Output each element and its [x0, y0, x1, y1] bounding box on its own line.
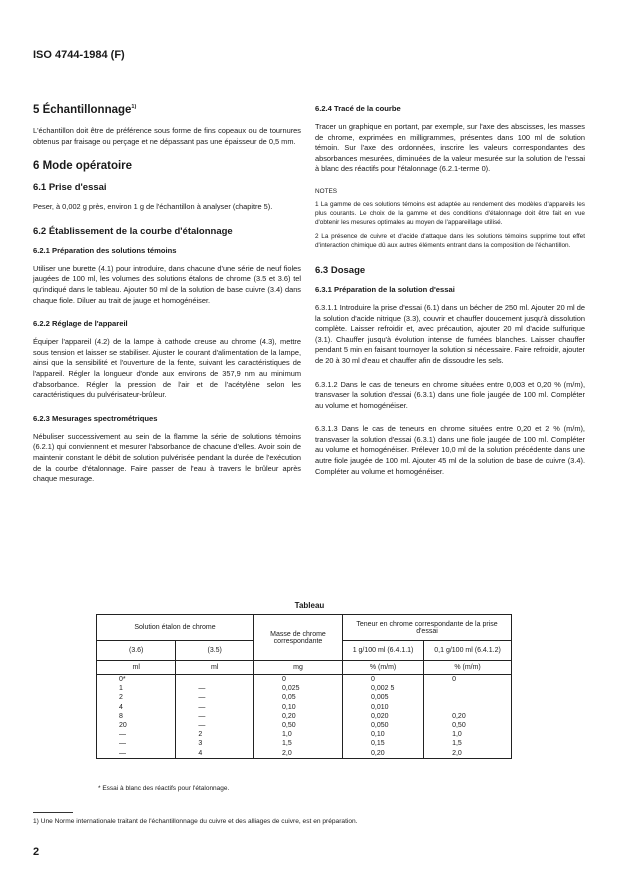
section-6-2-1-text: Utiliser une burette (4.1) pour introduire, dans chacune d'une série de neuf fioles jaugées de 100 ml, les volumes des solutions étalons de chrome (3.5 et 3.6) tel qu'indiqué dans le tableau. Ajouter 50 ml de la solution de base cuivre (3.4) dans chaque fiole. Diluer au trait de jauge et homogénéiser. — [33, 263, 301, 305]
unit-pct-1: % (m/m) — [343, 661, 424, 675]
table-row — [97, 730, 512, 739]
table-cell: — — [176, 693, 254, 702]
section-6-2-2-title: 6.2.2 Réglage de l'appareil — [33, 319, 128, 329]
table-cell: 8 — [97, 712, 176, 721]
section-6-2-title: 6.2 Établissement de la courbe d'étalonnage — [33, 225, 233, 237]
table-title: Tableau — [294, 601, 325, 610]
table-cell: 0,20 — [343, 749, 424, 759]
header-01g: 0,1 g/100 ml (6.4.1.2) — [424, 641, 512, 661]
section-6-1-text: Peser, à 0,002 g près, environ 1 g de l'échantillon à analyser (chapitre 5). — [33, 202, 273, 212]
table-row — [97, 749, 512, 759]
table-cell: 0,10 — [343, 730, 424, 739]
section-6-1-title: 6.1 Prise d'essai — [33, 182, 107, 194]
section-6-2-3-title: 6.2.3 Mesurages spectrométriques — [33, 413, 158, 423]
unit-ml-2: ml — [176, 661, 254, 675]
header-1g: 1 g/100 ml (6.4.1.1) — [343, 641, 424, 661]
table-row — [97, 675, 512, 685]
table-cell — [176, 675, 254, 685]
note-2: 2 La présence de cuivre et d'acide d'attaque dans les solutions témoins supprime tout effet d'interaction chimique dû aux autres éléments entrant dans la composition de l'échantillon. — [315, 233, 585, 250]
table-cell: 0,50 — [254, 721, 343, 730]
table-cell: 1,5 — [424, 739, 512, 748]
section-5-text: L'échantillon doit être de préférence sous forme de fins copeaux ou de tournures obtenus par fraisage ou perçage et ne dépassant pas une épaisseur de 0,5 mm. — [33, 126, 301, 146]
footnote-1: 1) Une Norme internationale traitant de l'échantillonnage du cuivre et des alliages de cuivre, est en préparation. — [33, 818, 358, 825]
table-cell — [424, 703, 512, 712]
table-cell: — — [176, 712, 254, 721]
left-column — [33, 104, 301, 498]
table-cell: — — [97, 730, 176, 739]
page-number: 2 — [33, 846, 40, 858]
table-cell: 0 — [343, 675, 424, 685]
section-6-3-1-1-text: 6.3.1.1 Introduire la prise d'essai (6.1) dans un bécher de 250 ml. Ajouter 20 ml de la solution d'acide nitrique (3.3), couvrir et chauffer doucement jusqu'à dissolution complète. Laisser refroidir et, avec précaution, ajouter 20 ml d'acide sulfurique (3.1). Chauffer jusqu'à évolution intense de fumées blanches. Laisser chauffer pendant 5 min en faisant tournoyer la solution si nécessaire. Faire refroidir, ajouter de 20 à 30 ml d'eau et chauffer afin de dissoudre les sels. — [315, 302, 585, 365]
table-cell: 2 — [176, 730, 254, 739]
table-row — [97, 684, 512, 693]
unit-pct-2: % (m/m) — [424, 661, 512, 675]
section-6-3-1-2-text: 6.3.1.2 Dans le cas de teneurs en chrome situées entre 0,003 et 0,20 % (m/m), transvaser la solution d'essai (6.3.1) dans une fiole jaugée de 100 ml. Compléter au volume et homogénéiser. — [315, 379, 585, 410]
header-teneur: Teneur en chrome correspondante de la prise d'essai — [343, 615, 512, 641]
table-cell: — — [97, 749, 176, 759]
table-cell: 1 — [97, 684, 176, 693]
table-cell: 0,10 — [254, 703, 343, 712]
section-6-3-1-3-text: 6.3.1.3 Dans le cas de teneurs en chrome situées entre 0,20 et 2 % (m/m), transvaser la solution d'essai (6.3.1) dans une fiole jaugée de 100 ml. Compléter au volume et homogénéiser. Prélever 10,0 ml de la solution précédente dans une autre fiole jaugée de 100 ml. Ajouter 45 ml de la solution de base de cuivre (3.4). Compléter au volume et homogénéiser. — [315, 424, 585, 476]
table-cell: — — [176, 721, 254, 730]
table-cell: 0,15 — [343, 739, 424, 748]
table-cell: 0,010 — [343, 703, 424, 712]
header-masse: Masse de chrome correspondante — [254, 615, 343, 661]
table-cell: 2 — [97, 693, 176, 702]
document-id: ISO 4744-1984 (F) — [33, 49, 125, 61]
table-cell: 1,0 — [254, 730, 343, 739]
section-6-2-2-text: Équiper l'appareil (4.2) de la lampe à cathode creuse au chrome (4.3), mettre sous tension et laisser se stabiliser. Ajuster le courant d'alimentation de la lampe, ainsi que la sensibilité et l'ouverture de la fente, suivant les caractéristiques de l'appareil. Régler la longueur d'onde aux environs de 357,9 nm au minimum d'absorbance. Régler la pression de l'air et de l'acétylène selon les caractéristiques du pulvérisateur-brûleur. — [33, 337, 301, 400]
table-cell: 1,0 — [424, 730, 512, 739]
table-cell: 4 — [97, 703, 176, 712]
table-cell: 0,020 — [343, 712, 424, 721]
table-cell: 0,050 — [343, 721, 424, 730]
header-3-6: (3.6) — [97, 641, 176, 661]
table-row — [97, 721, 512, 730]
unit-ml-1: ml — [97, 661, 176, 675]
footnote-divider — [33, 812, 73, 813]
unit-mg: mg — [254, 661, 343, 675]
table-cell: 2,0 — [254, 749, 343, 759]
table-cell: 0,20 — [254, 712, 343, 721]
table-cell: — — [176, 684, 254, 693]
table-cell: 0 — [424, 675, 512, 685]
header-solution: Solution étalon de chrome — [97, 615, 254, 641]
table-cell: 0,002 5 — [343, 684, 424, 693]
note-1: 1 La gamme de ces solutions témoins est adaptée au rendement des modèles d'appareils les plus courants. Le choix de la gamme et des conditions d'étalonnage doit être fait en vue d'obtenir les mesures optimales au moyen de l'appareillage utilisé. — [315, 200, 585, 226]
table-cell: — — [176, 703, 254, 712]
table-cell: 0,20 — [424, 712, 512, 721]
section-6-2-4-title: 6.2.4 Tracé de la courbe — [315, 104, 401, 113]
right-column — [315, 104, 585, 490]
notes-title: NOTES — [315, 187, 338, 195]
table-cell: 4 — [176, 749, 254, 759]
section-6-3-title: 6.3 Dosage — [315, 264, 366, 276]
table-row — [97, 739, 512, 748]
table-row — [97, 693, 512, 702]
section-6-title: 6 Mode opératoire — [33, 160, 133, 173]
table-cell: 0,05 — [254, 693, 343, 702]
section-6-2-1-title: 6.2.1 Préparation des solutions témoins — [33, 245, 177, 255]
section-6-2-3-text: Nébuliser successivement au sein de la flamme la série de solutions témoins (6.2.1) qui conviennent et mesurer l'absorbance de chacune d'elles. Avoir soin de maintenir constant le débit de solution pulvérisée pendant la durée de l'exécution de la courbe d'étalonnage. Faire passer de l'eau à travers le brûleur après chaque mesurage. — [33, 431, 301, 484]
header-3-5: (3.5) — [176, 641, 254, 661]
table-cell: 0 — [254, 675, 343, 685]
table-cell: 0,025 — [254, 684, 343, 693]
table-cell: 2,0 — [424, 749, 512, 759]
section-6-3-1-title: 6.3.1 Préparation de la solution d'essai — [315, 284, 455, 294]
section-5-title: 5 Échantillonnage$^{1)}$ — [33, 104, 137, 116]
section-6-2-4-text: Tracer un graphique en portant, par exemple, sur l'axe des abscisses, les masses de chrome, exprimées en milligrammes, présentes dans 100 ml de solution témoin. Sur l'axe des ordonnées, inscrire les valeurs correspondantes des absorbances mesurées, diminuées de la valeur mesurée sur la solution de l'essai à blanc des réactifs pour l'étalonnage (6.2.1-terme 0). — [315, 122, 585, 174]
table-cell — [424, 684, 512, 693]
table-cell: 0* — [97, 675, 176, 685]
calibration-table — [96, 614, 512, 759]
table-cell: — — [97, 739, 176, 748]
table-star-note: * Essai à blanc des réactifs pour l'étalonnage. — [98, 785, 230, 792]
table-cell: 0,50 — [424, 721, 512, 730]
table-row — [97, 712, 512, 721]
table-cell: 20 — [97, 721, 176, 730]
table-row — [97, 703, 512, 712]
table-cell: 3 — [176, 739, 254, 748]
table-cell: 1,5 — [254, 739, 343, 748]
table-cell: 0,005 — [343, 693, 424, 702]
table-cell — [424, 693, 512, 702]
